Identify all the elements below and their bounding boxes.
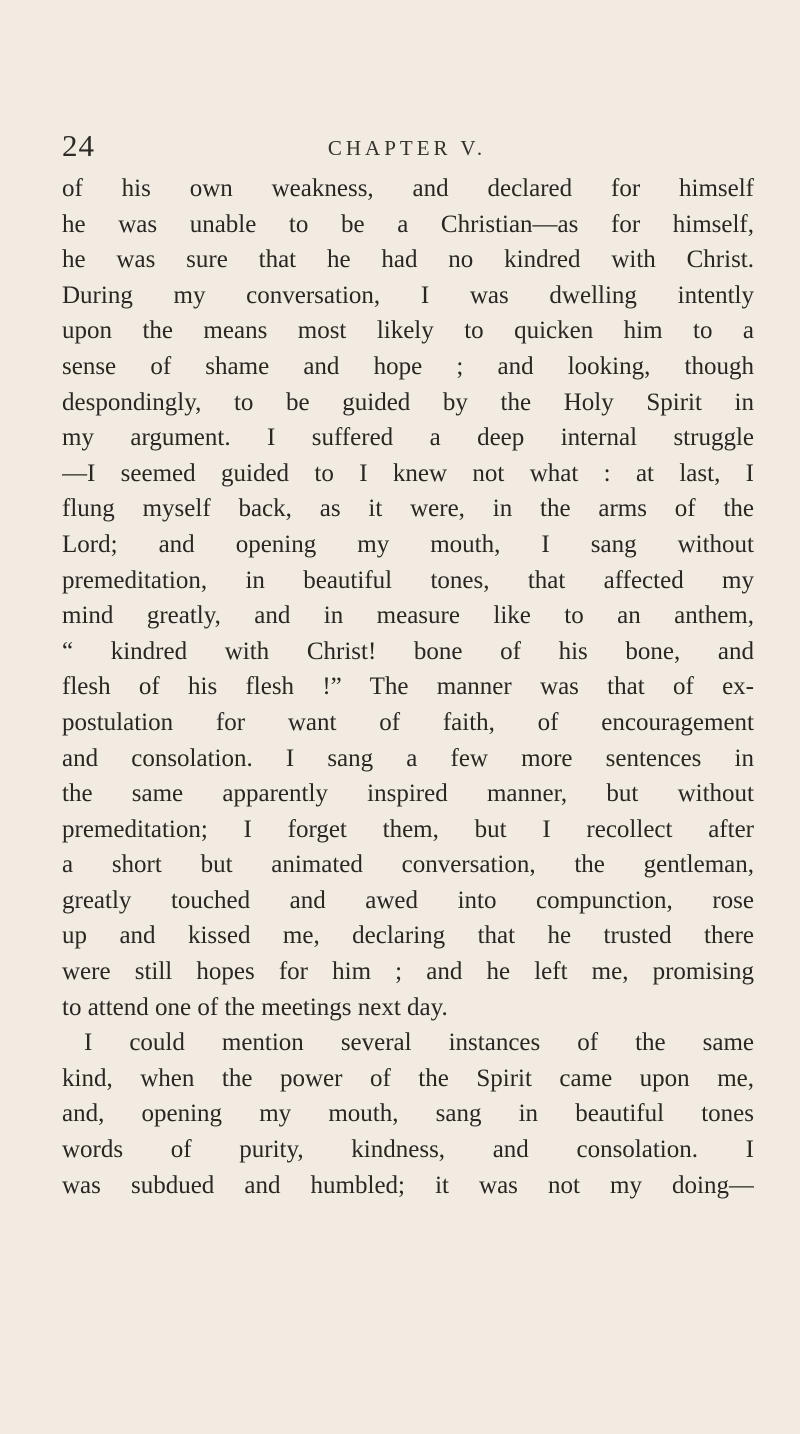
paragraph-start-line: I could mention several instances of the same	[84, 1029, 754, 1057]
text-line: was subdued and humbled; it was not my doing—	[62, 1171, 754, 1199]
text-line: up and kissed me, declaring that he trusted there	[62, 922, 754, 950]
text-line: and, opening my mouth, sang in beautiful tones	[62, 1100, 754, 1128]
body-text	[62, 171, 754, 1203]
text-line: the same apparently inspired manner, but without	[62, 780, 754, 808]
chapter-title: CHAPTER V.	[327, 136, 487, 160]
text-line: flung myself back, as it were, in the arms of the	[62, 495, 754, 523]
text-line: greatly touched and awed into compunction, rose	[62, 886, 754, 914]
text-line: postulation for want of faith, of encouragement	[62, 708, 754, 736]
running-head	[62, 128, 752, 168]
text-line: were still hopes for him ; and he left me, promising	[62, 958, 754, 986]
text-line: of his own weakness, and declared for himself	[62, 175, 754, 202]
text-line: “ kindred with Christ! bone of his bone, and	[62, 637, 754, 665]
text-line: he was sure that he had no kindred with Christ.	[62, 246, 754, 274]
text-line: During my conversation, I was dwelling intently	[62, 281, 754, 309]
text-line: despondingly, to be guided by the Holy Spirit in	[62, 388, 754, 416]
text-line: a short but animated conversation, the gentleman,	[62, 851, 754, 879]
text-line: mind greatly, and in measure like to an anthem,	[62, 602, 754, 630]
text-line: my argument. I suffered a deep internal struggle	[62, 424, 754, 452]
text-line: kind, when the power of the Spirit came upon me,	[62, 1064, 754, 1092]
text-line: sense of shame and hope ; and looking, though	[62, 352, 754, 380]
text-line: flesh of his flesh !” The manner was that of ex-	[62, 673, 754, 701]
text-line: upon the means most likely to quicken him to a	[62, 317, 754, 345]
text-line: words of purity, kindness, and consolation. I	[62, 1136, 754, 1164]
page-number: 24	[62, 128, 95, 163]
text-line: he was unable to be a Christian—as for himself,	[62, 210, 754, 238]
text-line: and consolation. I sang a few more sentences in	[62, 744, 754, 772]
paragraph-end-line: to attend one of the meetings next day.	[62, 993, 448, 1021]
text-line: Lord; and opening my mouth, I sang without	[62, 530, 754, 558]
text-line: —I seemed guided to I knew not what : at last, I	[62, 459, 754, 487]
text-line: premeditation, in beautiful tones, that affected my	[62, 566, 754, 594]
text-line: premeditation; I forget them, but I recollect after	[62, 815, 754, 843]
